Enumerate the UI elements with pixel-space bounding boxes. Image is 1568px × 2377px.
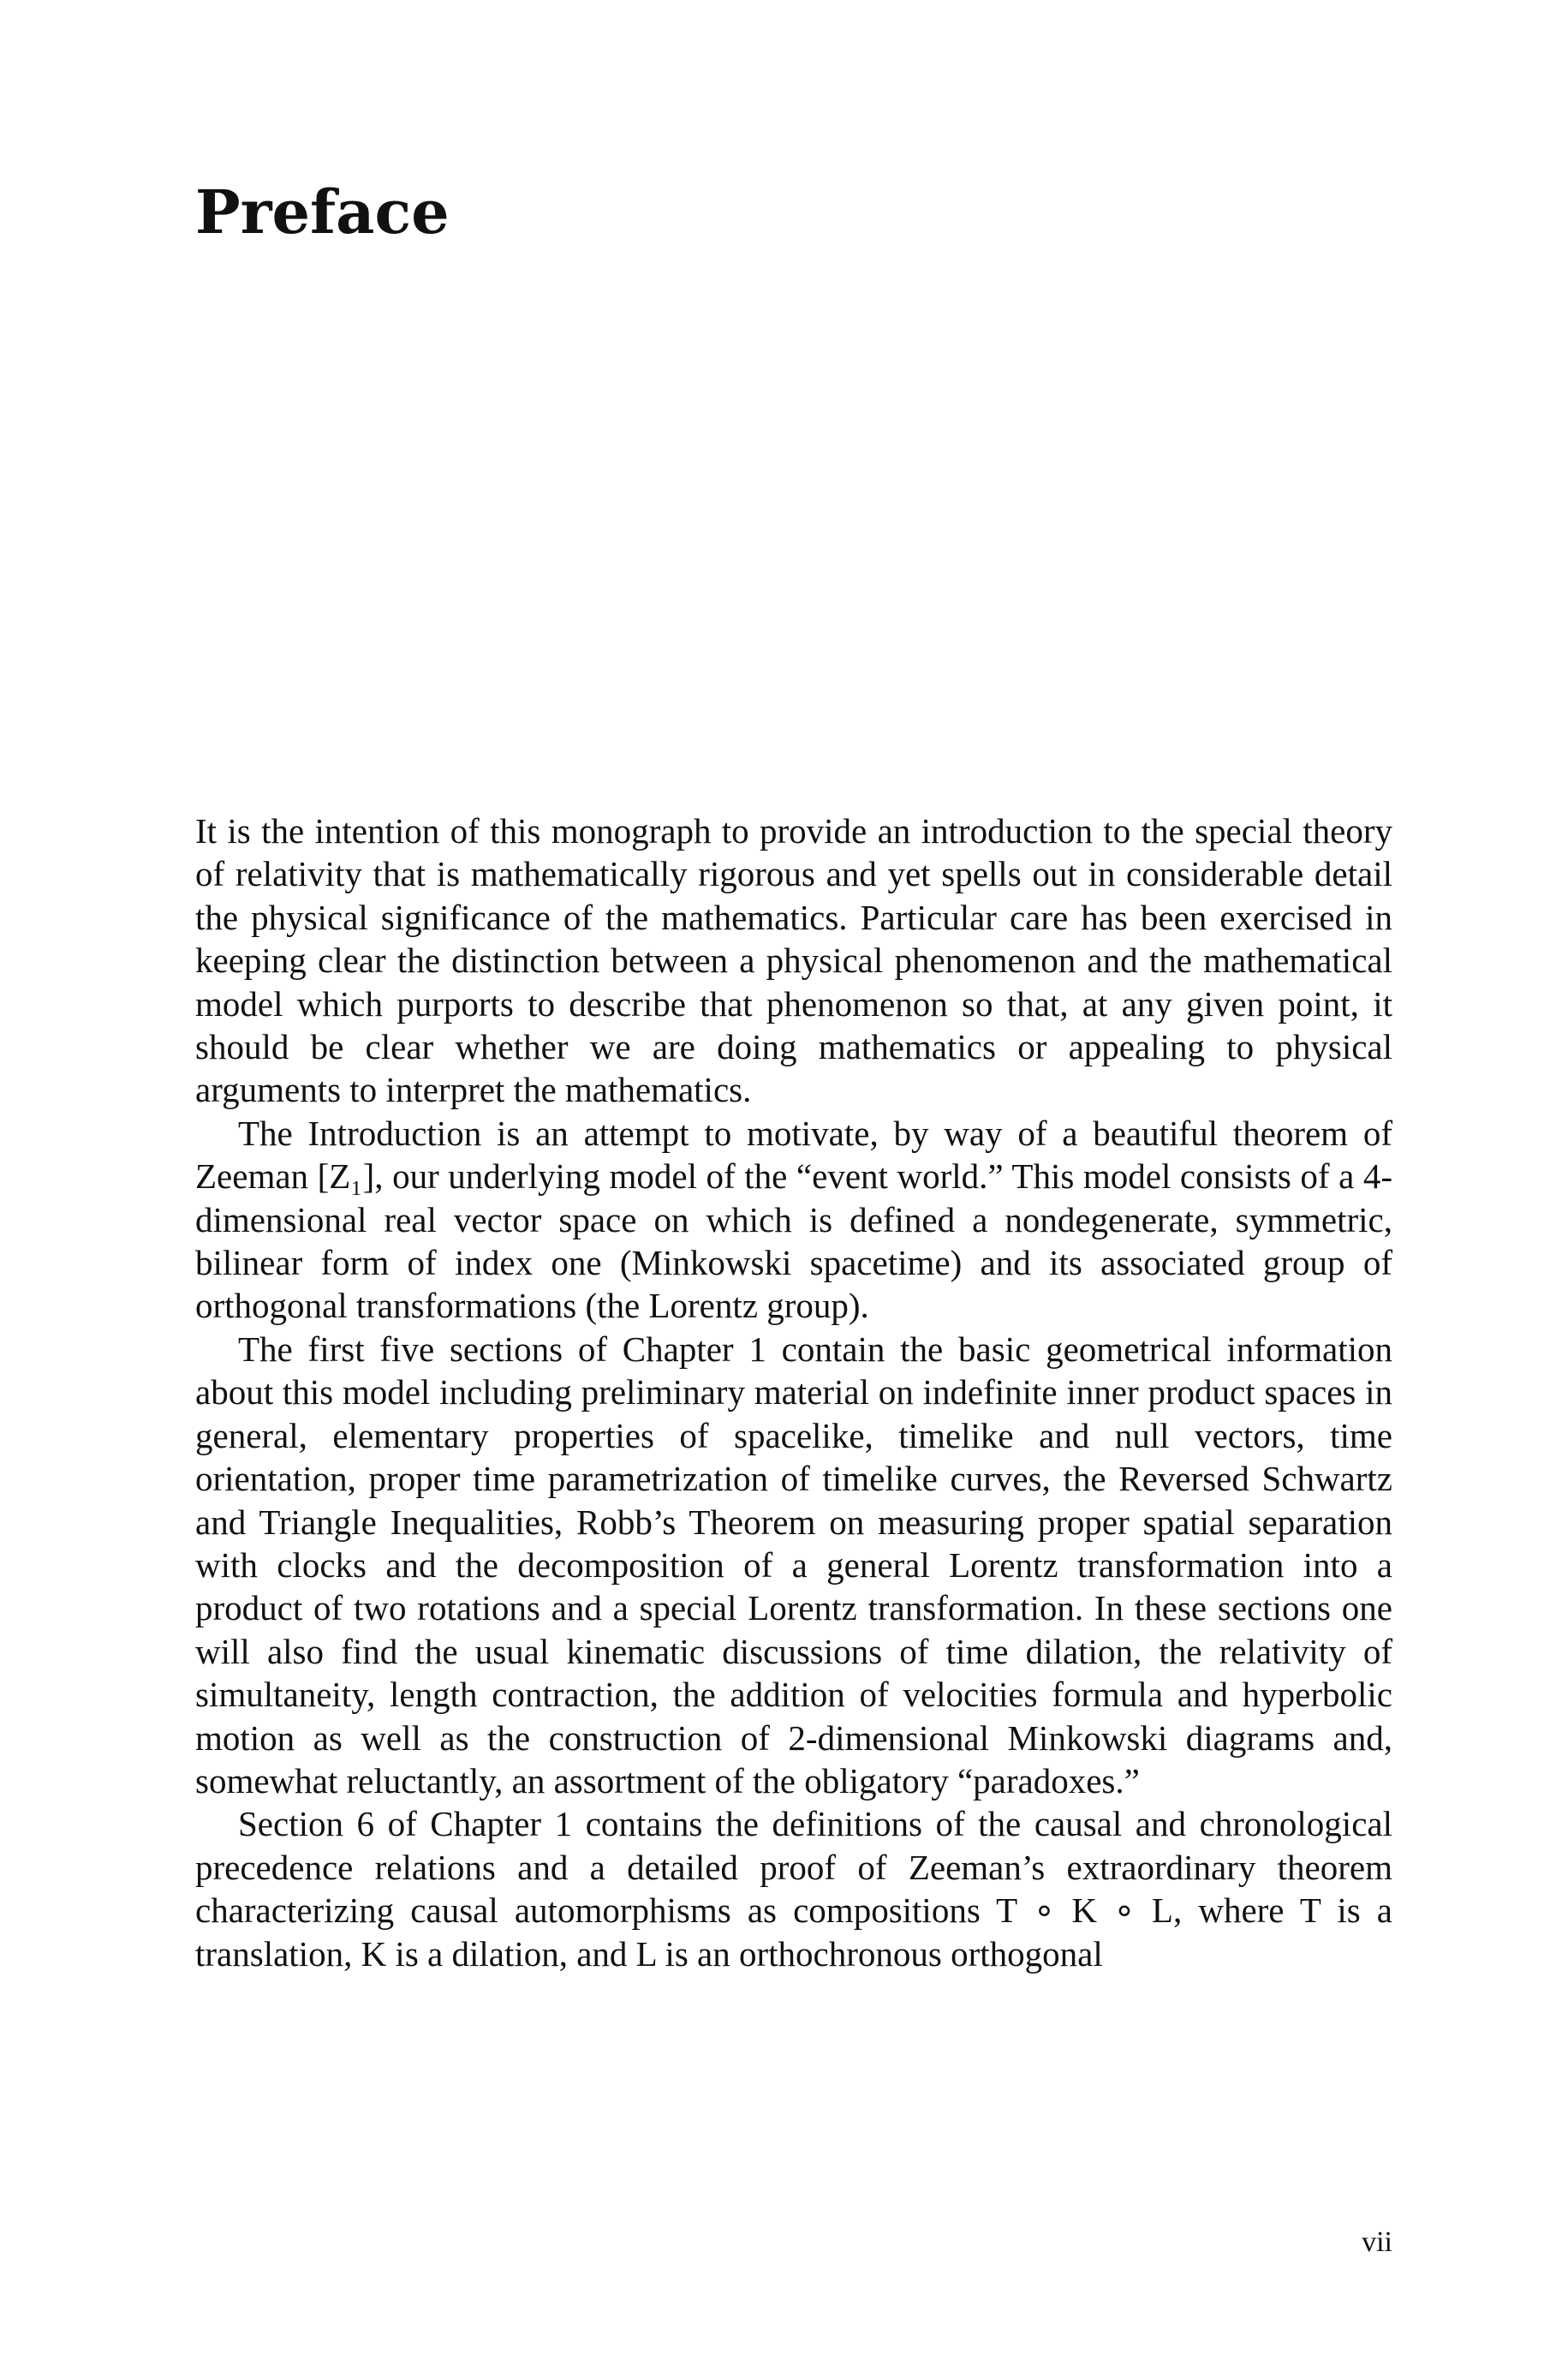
page-number: vii bbox=[1362, 2226, 1392, 2258]
page-title: Preface bbox=[195, 176, 450, 248]
paragraph-chapter-one: The first five sections of Chapter 1 contain the basic geometrical information about this model including preliminary material on indefinite inner product spaces in general, elementary properties of spacelike, timelike and null vectors, time orientation, proper time parametrization of timelike curves, the Reversed Schwartz and Triangle Inequalities, Robb’s Theorem on measuring proper spatial separation with clocks and the decomposition of a general Lorentz transformation into a product of two rotations and a special Lorentz transformation. In these sections one will also find the usual kinematic discussions of time dilation, the relativity of simultaneity, length contraction, the addition of velocities formula and hyperbolic motion as well as the construction of 2-dimensional Minkowski diagrams and, somewhat reluctantly, an assortment of the obligatory “paradoxes.” bbox=[195, 1329, 1392, 1801]
paragraph-intention: It is the intention of this monograph to provide an introduction to the special theory of relativity that is mathematically rigorous and yet spells out in considerable detail the physical significance of the mathematics. Particular care has been exercised in keeping clear the distinction between a physical phenomenon and the mathematical model which purports to describe that phenomenon so that, at any given point, it should be clear whether we are doing mathematics or appealing to physical arguments to interpret the mathematics. bbox=[195, 811, 1392, 1110]
preface-body bbox=[195, 809, 1392, 1975]
paragraph-section-six: Section 6 of Chapter 1 contains the definitions of the causal and chronological precedence relations and a detailed proof of Zeeman’s extraordinary theorem characterizing causal automorphisms as compositions T ∘ K ∘ L, where T is a translation, K is a dilation, and L is an orthochronous orthogonal bbox=[195, 1804, 1392, 1974]
paragraph-introduction: The Introduction is an attempt to motivate, by way of a beautiful theorem of Zeeman [Z₁], our underlying model of the “event world.” This model consists of a 4-dimensional real vector space on which is defined a nondegenerate, symmetric, bilinear form of index one (Minkowski spacetime) and its associated group of orthogonal transformations (the Lorentz group). bbox=[195, 1113, 1392, 1326]
